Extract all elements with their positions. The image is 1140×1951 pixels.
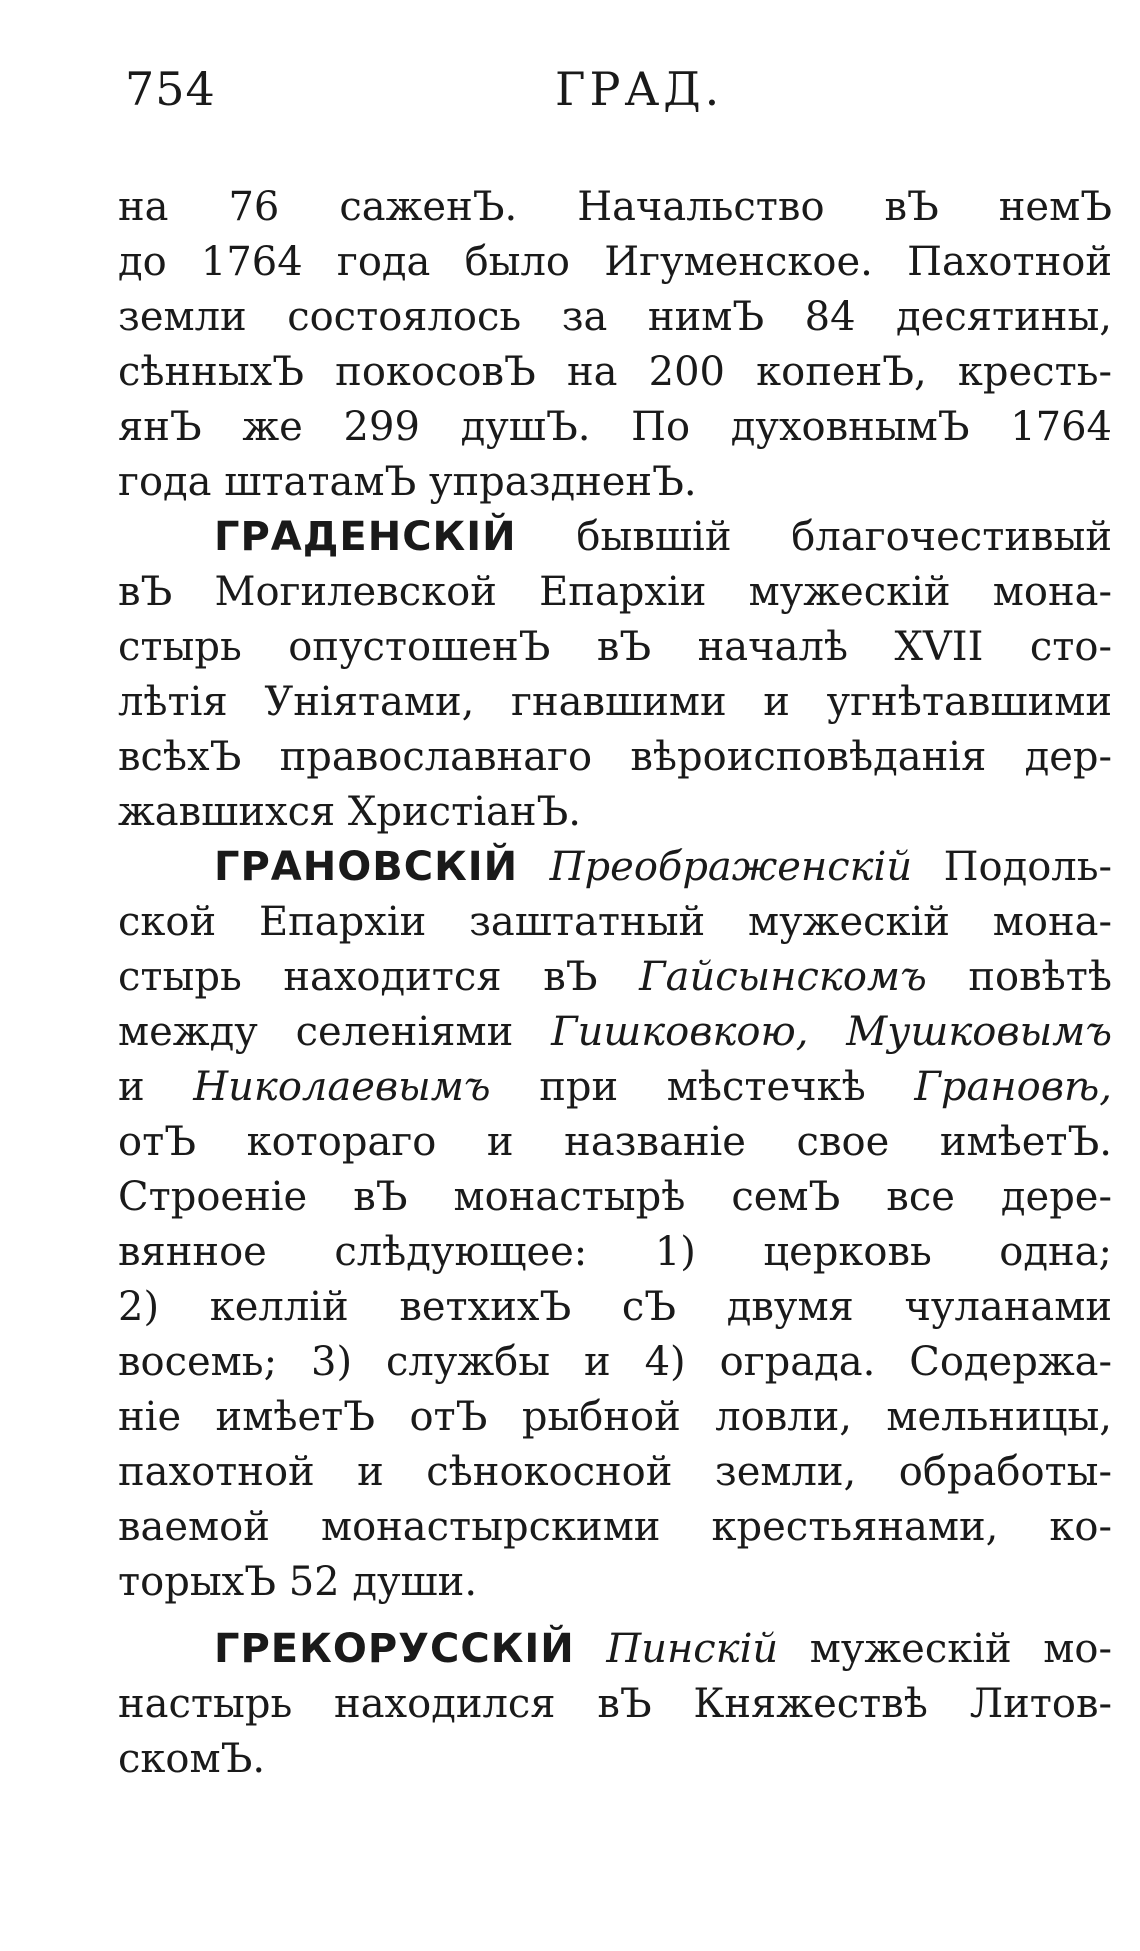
- italic-segment: Гишковкою, Мушковымъ: [551, 1009, 1113, 1055]
- text-line: жавшихся ХристіанЪ.: [118, 789, 581, 835]
- running-title: ГРАД.: [555, 62, 724, 116]
- italic-segment: Преображенскій: [518, 844, 913, 890]
- text-line: Строеніе вЪ монастырѣ семЪ все дере-: [118, 1174, 1112, 1220]
- text-segment: повѣтѣ: [926, 954, 1112, 1000]
- text-line: отЪ котораго и названіе свое имѣетЪ.: [118, 1119, 1112, 1165]
- text-line: всѣхЪ православнаго вѣроисповѣданія дер-: [118, 734, 1112, 780]
- paragraph-gap: [118, 1610, 1112, 1622]
- page-number: 754: [125, 62, 216, 116]
- text-segment: и: [118, 1064, 194, 1110]
- text-line: пахотной и сѣнокосной земли, обработы-: [118, 1449, 1112, 1495]
- text-line: настырь находился вЪ Княжествѣ Литов-: [118, 1681, 1112, 1727]
- italic-segment: Пинскій: [574, 1626, 779, 1672]
- text-line: ніе имѣетЪ отЪ рыбной ловли, мельницы,: [118, 1394, 1112, 1440]
- text-line: янЪ же 299 душЪ. По духовнымЪ 1764: [118, 404, 1112, 450]
- text-segment: мужескій мо-: [778, 1626, 1112, 1672]
- text-line: [118, 950, 1112, 1005]
- entry-heading-line: [118, 510, 1112, 565]
- body-text: [118, 180, 1112, 1787]
- text-line: восемь; 3) службы и 4) ограда. Содержа-: [118, 1339, 1112, 1385]
- text-line: скомЪ.: [118, 1736, 266, 1782]
- entry-heading-line: [118, 1622, 1112, 1677]
- text-line: сѣнныхЪ покосовЪ на 200 копенЪ, кресть-: [118, 349, 1112, 395]
- text-line: торыхЪ 52 души.: [118, 1559, 478, 1605]
- text-line: вЪ Могилевской Епархіи мужескій мона-: [118, 569, 1112, 615]
- text-segment: стырь находится вЪ: [118, 954, 640, 1000]
- entry-heading-line: [118, 840, 1112, 895]
- text-line: [118, 1060, 1112, 1115]
- text-line: лѣтія Уніятами, гнавшими и угнѣтавшими: [118, 679, 1112, 725]
- italic-segment: Гайсынскомъ: [639, 954, 927, 1000]
- text-line: [118, 1005, 1112, 1060]
- running-head: [125, 62, 1115, 132]
- text-line: вянное слѣдующее: 1) церковь одна;: [118, 1229, 1112, 1275]
- text-segment: при мѣстечкѣ: [490, 1064, 915, 1110]
- entry-heading-gradensky: ГРАДЕНСКІЙ: [214, 514, 517, 560]
- text-line: ской Епархіи заштатный мужескій мона-: [118, 899, 1112, 945]
- text-line: ваемой монастырскими крестьянами, ко-: [118, 1504, 1112, 1550]
- text-line: земли состоялось за нимЪ 84 десятины,: [118, 294, 1112, 340]
- text-line: до 1764 года было Игуменское. Пахотной: [118, 239, 1112, 285]
- text-line: 2) келлій ветхихЪ сЪ двумя чуланами: [118, 1284, 1112, 1330]
- text-line: года штатамЪ упраздненЪ.: [118, 459, 697, 505]
- text-line: стырь опустошенЪ вЪ началѣ XVII сто-: [118, 624, 1112, 670]
- italic-segment: Николаевымъ: [193, 1064, 491, 1110]
- text-line: на 76 саженЪ. Начальство вЪ немЪ: [118, 184, 1112, 230]
- text-segment: бывшій благочестивый: [516, 514, 1112, 560]
- text-segment: между селеніями: [118, 1009, 552, 1055]
- italic-segment: Грановѣ,: [914, 1064, 1113, 1110]
- entry-heading-grekorussky: ГРЕКОРУССКІЙ: [214, 1626, 575, 1672]
- text-segment: Подоль-: [912, 844, 1113, 890]
- entry-heading-granovsky: ГРАНОВСКІЙ: [214, 844, 519, 890]
